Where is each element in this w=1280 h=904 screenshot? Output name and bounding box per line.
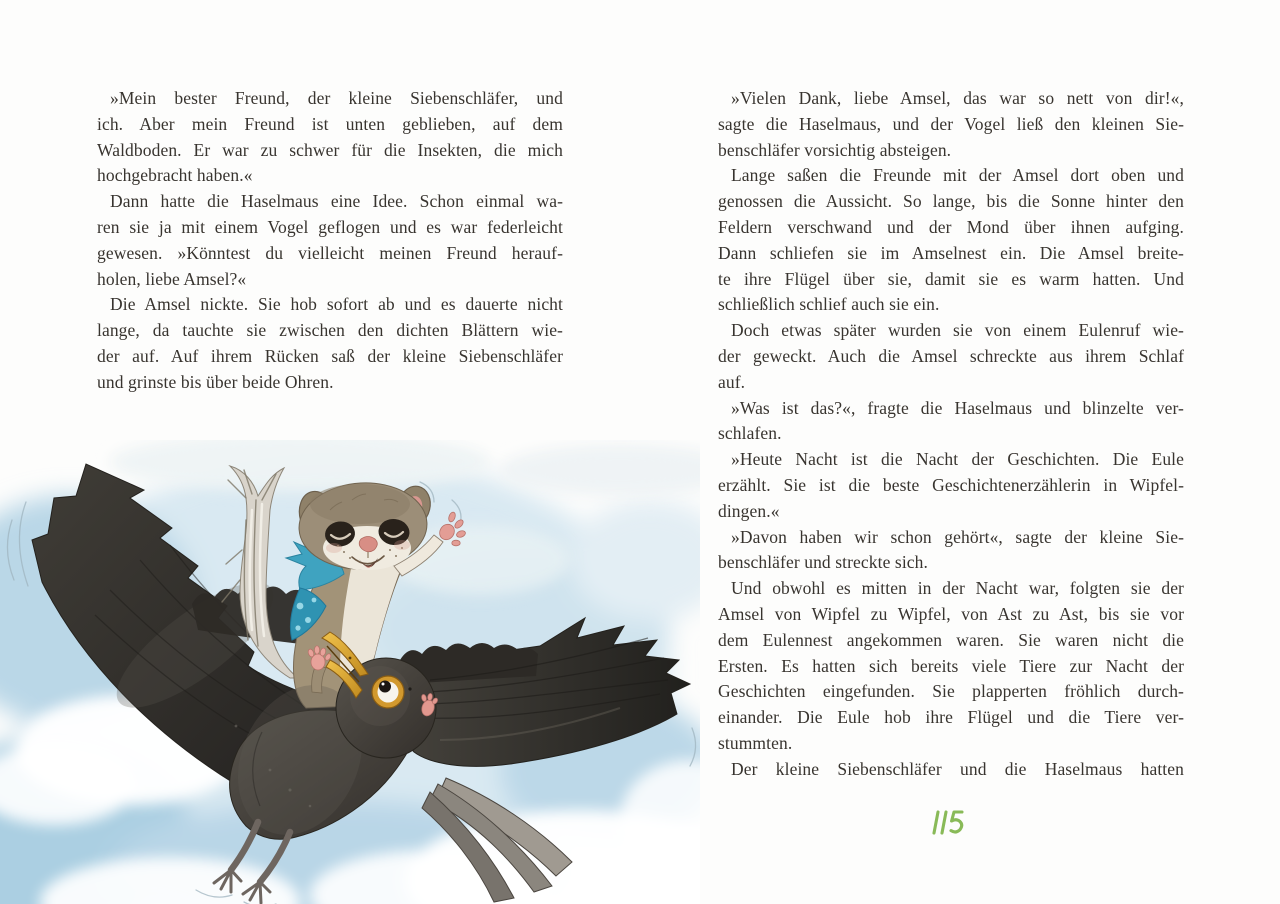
- illustration-amsel-haselmaus: [0, 440, 700, 904]
- text-line: auf.: [718, 371, 746, 392]
- text-line: »Was ist das?«, fragte die Haselmaus und blinzelte ver-: [731, 397, 1184, 418]
- text-line: genossen die Aussicht. So lange, bis die Sonne hinter den: [718, 191, 1184, 212]
- paragraph: [718, 576, 1184, 757]
- text-line: Und obwohl es mitten in der Nacht war, folgten sie der: [731, 578, 1184, 599]
- text-line: Die Amsel nickte. Sie hob sofort ab und es dauerte nicht: [110, 294, 563, 315]
- text-line: »Mein bester Freund, der kleine Siebenschläfer, und: [110, 88, 563, 108]
- text-line: Dann hatte die Haselmaus eine Idee. Schon einmal wa-: [110, 191, 563, 212]
- page-number: [928, 806, 970, 840]
- blackbird-eye: [372, 676, 404, 708]
- text-line: und grinste bis über beide Ohren.: [97, 371, 334, 392]
- paragraph: [718, 163, 1184, 318]
- text-line: Der kleine Siebenschläfer und die Haselmaus hatten: [731, 758, 1184, 779]
- text-line: ich. Aber mein Freund ist unten geblieben, auf dem: [97, 113, 563, 134]
- text-line: dem Eulennest angekommen waren. Sie waren nicht die: [718, 629, 1184, 650]
- paragraph: [97, 86, 563, 189]
- text-line: Amsel von Wipfel zu Wipfel, von Ast zu Ast, bis sie vor: [718, 603, 1184, 624]
- page-number-glyphs: [928, 806, 970, 840]
- text-line: Dann schliefen sie im Amselnest ein. Die Amsel breite-: [718, 242, 1184, 263]
- text-line: einander. Die Eule hob ihre Flügel und die Tiere ver-: [718, 707, 1184, 728]
- paragraph: [718, 318, 1184, 395]
- paragraph: [718, 86, 1184, 163]
- left-page-text: [97, 86, 563, 396]
- text-line: Ersten. Es hatten sich bereits viele Tiere zur Nacht der: [718, 655, 1184, 676]
- text-line: schließlich schlief auch sie ein.: [718, 294, 940, 315]
- text-line: hochgebracht haben.«: [97, 165, 253, 186]
- text-line: »Vielen Dank, liebe Amsel, das war so nett von dir!«,: [731, 88, 1184, 108]
- paragraph: [97, 189, 563, 292]
- text-line: Waldboden. Er war zu schwer für die Insekten, die mich: [97, 139, 563, 160]
- text-line: benschläfer und streckte sich.: [718, 552, 929, 573]
- text-line: erzählt. Sie ist die beste Geschichtenerzählerin in Wipfel-: [718, 474, 1184, 495]
- right-page-text: [718, 86, 1184, 783]
- text-line: Lange saßen die Freunde mit der Amsel dort oben und: [731, 165, 1184, 186]
- text-line: »Heute Nacht ist die Nacht der Geschichten. Die Eule: [731, 449, 1184, 470]
- text-line: schlafen.: [718, 423, 782, 444]
- text-line: der geweckt. Auch die Amsel schreckte aus ihrem Schlaf: [718, 345, 1184, 366]
- text-line: ren sie ja mit einem Vogel geflogen und es war federleicht: [97, 216, 563, 237]
- text-line: der auf. Auf ihrem Rücken saß der kleine Siebenschläfer: [97, 345, 563, 366]
- text-line: stummten.: [718, 732, 793, 753]
- text-line: Geschichten eingefunden. Sie plapperten fröhlich durch-: [718, 681, 1184, 702]
- text-line: benschläfer vorsichtig absteigen.: [718, 139, 952, 160]
- text-line: Feldern verschwand und der Mond über ihnen aufging.: [718, 216, 1184, 237]
- paragraph: [718, 447, 1184, 524]
- paragraph: [718, 525, 1184, 577]
- paragraph: [718, 757, 1184, 783]
- text-line: »Davon haben wir schon gehört«, sagte der kleine Sie-: [731, 526, 1184, 547]
- text-line: sagte die Haselmaus, und der Vogel ließ den kleinen Sie-: [718, 113, 1184, 134]
- text-line: te ihre Flügel über sie, damit sie es warm hatten. Und: [718, 268, 1184, 289]
- text-line: Doch etwas später wurden sie von einem Eulenruf wie-: [731, 320, 1184, 341]
- paragraph: [718, 396, 1184, 448]
- text-line: holen, liebe Amsel?«: [97, 268, 247, 289]
- text-line: dingen.«: [718, 500, 780, 521]
- text-line: lange, da tauchte sie zwischen den dichten Blättern wie-: [97, 320, 563, 341]
- text-line: gewesen. »Könntest du vielleicht meinen Freund herauf-: [97, 242, 563, 263]
- paragraph: [97, 292, 563, 395]
